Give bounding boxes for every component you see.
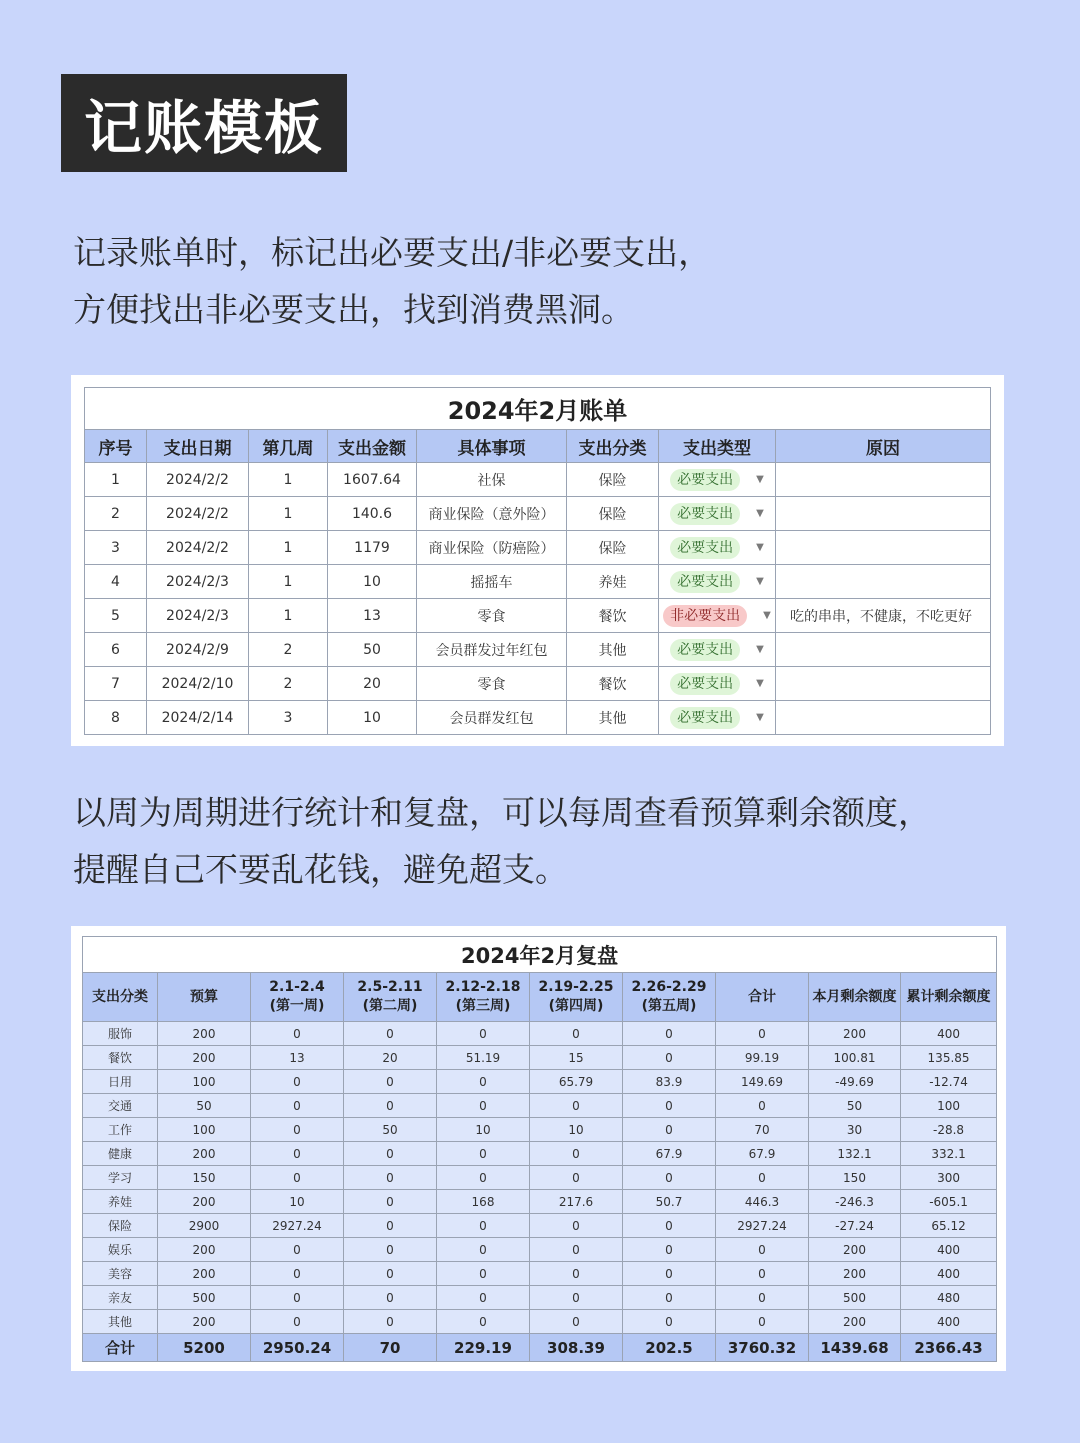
review-card bbox=[71, 926, 1006, 1371]
review-cell: 0 bbox=[716, 1094, 809, 1118]
bill-cell: 商业保险（防癌险） bbox=[417, 531, 567, 565]
bill-card bbox=[71, 375, 1004, 746]
review-cell: 50 bbox=[158, 1094, 251, 1118]
review-cell: 0 bbox=[344, 1262, 437, 1286]
review-row bbox=[83, 1286, 997, 1310]
bill-cell: 4 bbox=[85, 565, 147, 599]
review-cell: 0 bbox=[251, 1166, 344, 1190]
review-cell: 13 bbox=[251, 1046, 344, 1070]
review-cell: 83.9 bbox=[623, 1070, 716, 1094]
review-cell: 0 bbox=[251, 1286, 344, 1310]
review-cell: 0 bbox=[623, 1214, 716, 1238]
review-cell: 0 bbox=[623, 1094, 716, 1118]
bill-row bbox=[85, 531, 991, 565]
review-cell: 2927.24 bbox=[251, 1214, 344, 1238]
review-cell: 217.6 bbox=[530, 1190, 623, 1214]
review-cell: 0 bbox=[716, 1262, 809, 1286]
intro-paragraph-1 bbox=[73, 224, 711, 338]
review-column-header bbox=[83, 973, 158, 1022]
bill-row bbox=[85, 599, 991, 633]
dropdown-caret-icon[interactable]: ▼ bbox=[756, 678, 764, 689]
review-cell: 400 bbox=[901, 1310, 997, 1334]
bill-cell: 8 bbox=[85, 701, 147, 735]
review-row bbox=[83, 1070, 997, 1094]
review-total-row bbox=[83, 1334, 997, 1362]
review-cell: 0 bbox=[530, 1286, 623, 1310]
expense-type-select[interactable] bbox=[659, 497, 776, 531]
review-cell: 0 bbox=[530, 1310, 623, 1334]
bill-cell: 保险 bbox=[567, 497, 659, 531]
bill-cell: 2024/2/2 bbox=[147, 463, 249, 497]
intro-line: 方便找出非必要支出，找到消费黑洞。 bbox=[73, 290, 634, 329]
bill-cell: 零食 bbox=[417, 599, 567, 633]
expense-type-tag: 非必要支出 bbox=[663, 605, 747, 627]
review-cell: 65.12 bbox=[901, 1214, 997, 1238]
bill-cell: 1179 bbox=[328, 531, 417, 565]
bill-cell: 10 bbox=[328, 565, 417, 599]
review-cell: 400 bbox=[901, 1022, 997, 1046]
review-cell: 132.1 bbox=[809, 1142, 901, 1166]
bill-cell: 140.6 bbox=[328, 497, 417, 531]
intro-line: 以周为周期进行统计和复盘，可以每周查看预算剩余额度， bbox=[73, 793, 931, 832]
review-cell: 养娃 bbox=[83, 1190, 158, 1214]
review-column-header bbox=[901, 973, 997, 1022]
bill-cell: 6 bbox=[85, 633, 147, 667]
review-column-header bbox=[623, 973, 716, 1022]
review-cell: 0 bbox=[530, 1166, 623, 1190]
bill-cell: 10 bbox=[328, 701, 417, 735]
review-row bbox=[83, 1094, 997, 1118]
intro-paragraph-2 bbox=[73, 784, 931, 898]
bill-row bbox=[85, 633, 991, 667]
review-cell: 其他 bbox=[83, 1310, 158, 1334]
bill-cell: 其他 bbox=[567, 701, 659, 735]
intro-line: 记录账单时，标记出必要支出/非必要支出， bbox=[73, 233, 712, 272]
review-cell: 0 bbox=[623, 1118, 716, 1142]
review-cell: -49.69 bbox=[809, 1070, 901, 1094]
total-cell: 70 bbox=[344, 1334, 437, 1362]
bill-cell: 保险 bbox=[567, 463, 659, 497]
review-cell: 0 bbox=[251, 1310, 344, 1334]
bill-column-header: 具体事项 bbox=[417, 430, 567, 463]
review-cell: 0 bbox=[623, 1238, 716, 1262]
review-cell: 10 bbox=[437, 1118, 530, 1142]
bill-cell bbox=[776, 667, 991, 701]
bill-cell: 5 bbox=[85, 599, 147, 633]
review-cell: 0 bbox=[251, 1118, 344, 1142]
review-cell: 70 bbox=[716, 1118, 809, 1142]
review-cell: 0 bbox=[437, 1094, 530, 1118]
bill-cell: 其他 bbox=[567, 633, 659, 667]
bill-cell: 7 bbox=[85, 667, 147, 701]
review-column-header bbox=[809, 973, 901, 1022]
bill-column-header: 支出类型 bbox=[659, 430, 776, 463]
bill-cell bbox=[776, 633, 991, 667]
total-cell: 5200 bbox=[158, 1334, 251, 1362]
dropdown-caret-icon[interactable]: ▼ bbox=[756, 474, 764, 485]
review-cell: 0 bbox=[251, 1094, 344, 1118]
bill-cell: 1 bbox=[249, 565, 328, 599]
bill-column-header: 序号 bbox=[85, 430, 147, 463]
review-cell: 学习 bbox=[83, 1166, 158, 1190]
review-title: 2024年2月复盘 bbox=[83, 937, 997, 973]
review-cell: 保险 bbox=[83, 1214, 158, 1238]
bill-cell: 1 bbox=[249, 599, 328, 633]
review-cell: 0 bbox=[251, 1142, 344, 1166]
bill-cell: 1 bbox=[85, 463, 147, 497]
review-cell: 娱乐 bbox=[83, 1238, 158, 1262]
review-cell: 0 bbox=[437, 1022, 530, 1046]
bill-cell: 吃的串串，不健康，不吃更好 bbox=[776, 599, 991, 633]
review-cell: 0 bbox=[623, 1286, 716, 1310]
review-cell: 2927.24 bbox=[716, 1214, 809, 1238]
review-cell: 0 bbox=[623, 1262, 716, 1286]
review-cell: 50 bbox=[809, 1094, 901, 1118]
review-cell: -12.74 bbox=[901, 1070, 997, 1094]
review-cell: 工作 bbox=[83, 1118, 158, 1142]
review-cell: -605.1 bbox=[901, 1190, 997, 1214]
total-cell: 3760.32 bbox=[716, 1334, 809, 1362]
dropdown-caret-icon[interactable]: ▼ bbox=[763, 610, 771, 621]
review-cell: 0 bbox=[623, 1166, 716, 1190]
bill-cell: 50 bbox=[328, 633, 417, 667]
review-cell: 0 bbox=[437, 1142, 530, 1166]
bill-cell: 会员群发过年红包 bbox=[417, 633, 567, 667]
review-row bbox=[83, 1046, 997, 1070]
bill-cell: 2024/2/3 bbox=[147, 565, 249, 599]
dropdown-caret-icon[interactable]: ▼ bbox=[756, 712, 764, 723]
header-line: (第四周) bbox=[548, 998, 604, 1014]
review-cell: 30 bbox=[809, 1118, 901, 1142]
header-line: 累计剩余额度 bbox=[906, 988, 991, 1005]
total-cell: 229.19 bbox=[437, 1334, 530, 1362]
review-cell: 0 bbox=[530, 1142, 623, 1166]
review-cell: 亲友 bbox=[83, 1286, 158, 1310]
header-line: (第一周) bbox=[269, 998, 325, 1014]
expense-type-tag: 必要支出 bbox=[670, 707, 740, 729]
review-cell: -28.8 bbox=[901, 1118, 997, 1142]
review-cell: 0 bbox=[344, 1166, 437, 1190]
bill-row bbox=[85, 701, 991, 735]
review-cell: 0 bbox=[437, 1310, 530, 1334]
bill-cell: 零食 bbox=[417, 667, 567, 701]
bill-column-header: 支出日期 bbox=[147, 430, 249, 463]
bill-cell: 餐饮 bbox=[567, 667, 659, 701]
review-cell: 67.9 bbox=[623, 1142, 716, 1166]
review-cell: 10 bbox=[530, 1118, 623, 1142]
header-line: (第三周) bbox=[455, 998, 511, 1014]
review-cell: 0 bbox=[530, 1262, 623, 1286]
header-line: (第二周) bbox=[362, 998, 418, 1014]
bill-cell bbox=[776, 497, 991, 531]
bill-cell bbox=[776, 565, 991, 599]
review-column-header bbox=[530, 973, 623, 1022]
review-cell: 446.3 bbox=[716, 1190, 809, 1214]
review-cell: 149.69 bbox=[716, 1070, 809, 1094]
bill-column-header: 支出分类 bbox=[567, 430, 659, 463]
bill-cell: 1 bbox=[249, 497, 328, 531]
review-cell: 0 bbox=[623, 1310, 716, 1334]
bill-cell: 1607.64 bbox=[328, 463, 417, 497]
review-cell: 99.19 bbox=[716, 1046, 809, 1070]
review-cell: 0 bbox=[344, 1094, 437, 1118]
review-cell: 0 bbox=[437, 1286, 530, 1310]
review-cell: 0 bbox=[344, 1142, 437, 1166]
review-row bbox=[83, 1214, 997, 1238]
review-cell: 健康 bbox=[83, 1142, 158, 1166]
bill-cell: 保险 bbox=[567, 531, 659, 565]
total-cell: 1439.68 bbox=[809, 1334, 901, 1362]
review-cell: 100.81 bbox=[809, 1046, 901, 1070]
review-cell: 200 bbox=[158, 1190, 251, 1214]
review-cell: 20 bbox=[344, 1046, 437, 1070]
review-cell: 100 bbox=[158, 1118, 251, 1142]
expense-type-select[interactable] bbox=[659, 565, 776, 599]
bill-cell: 社保 bbox=[417, 463, 567, 497]
bill-column-header: 第几周 bbox=[249, 430, 328, 463]
review-column-header bbox=[437, 973, 530, 1022]
review-column-header bbox=[344, 973, 437, 1022]
review-cell: 0 bbox=[530, 1094, 623, 1118]
expense-type-select[interactable] bbox=[659, 463, 776, 497]
review-cell: 2900 bbox=[158, 1214, 251, 1238]
header-line: 2.26-2.29 bbox=[631, 979, 707, 995]
review-cell: 480 bbox=[901, 1286, 997, 1310]
review-cell: 0 bbox=[251, 1238, 344, 1262]
header-line: 2.5-2.11 bbox=[357, 979, 423, 995]
review-row bbox=[83, 1310, 997, 1334]
total-cell: 2950.24 bbox=[251, 1334, 344, 1362]
review-cell: 0 bbox=[344, 1214, 437, 1238]
review-cell: 67.9 bbox=[716, 1142, 809, 1166]
review-cell: 0 bbox=[437, 1166, 530, 1190]
bill-cell: 2024/2/9 bbox=[147, 633, 249, 667]
bill-column-header: 支出金额 bbox=[328, 430, 417, 463]
review-cell: 50.7 bbox=[623, 1190, 716, 1214]
header-line: 预算 bbox=[190, 988, 218, 1005]
review-cell: 0 bbox=[344, 1310, 437, 1334]
bill-cell: 2024/2/2 bbox=[147, 531, 249, 565]
dropdown-caret-icon[interactable]: ▼ bbox=[756, 542, 764, 553]
bill-row bbox=[85, 497, 991, 531]
review-cell: 0 bbox=[716, 1238, 809, 1262]
bill-cell: 2 bbox=[85, 497, 147, 531]
expense-type-select[interactable] bbox=[659, 701, 776, 735]
header-line: 2.12-2.18 bbox=[445, 979, 521, 995]
review-cell: 服饰 bbox=[83, 1022, 158, 1046]
review-cell: 美容 bbox=[83, 1262, 158, 1286]
bill-cell: 1 bbox=[249, 463, 328, 497]
review-cell: 332.1 bbox=[901, 1142, 997, 1166]
review-cell: 135.85 bbox=[901, 1046, 997, 1070]
bill-cell: 2024/2/3 bbox=[147, 599, 249, 633]
bill-cell: 会员群发红包 bbox=[417, 701, 567, 735]
header-line: 2.19-2.25 bbox=[538, 979, 614, 995]
review-cell: 300 bbox=[901, 1166, 997, 1190]
review-cell: 0 bbox=[530, 1022, 623, 1046]
review-cell: 餐饮 bbox=[83, 1046, 158, 1070]
review-cell: 200 bbox=[158, 1238, 251, 1262]
review-cell: 0 bbox=[716, 1022, 809, 1046]
review-cell: 100 bbox=[901, 1094, 997, 1118]
review-cell: 200 bbox=[158, 1022, 251, 1046]
review-cell: 400 bbox=[901, 1262, 997, 1286]
bill-cell: 2024/2/2 bbox=[147, 497, 249, 531]
review-column-header bbox=[251, 973, 344, 1022]
bill-row bbox=[85, 667, 991, 701]
dropdown-caret-icon[interactable]: ▼ bbox=[756, 644, 764, 655]
review-cell: 51.19 bbox=[437, 1046, 530, 1070]
total-cell: 202.5 bbox=[623, 1334, 716, 1362]
review-cell: 0 bbox=[437, 1238, 530, 1262]
review-cell: 15 bbox=[530, 1046, 623, 1070]
expense-type-tag: 必要支出 bbox=[670, 571, 740, 593]
bill-cell: 1 bbox=[249, 531, 328, 565]
review-cell: 0 bbox=[437, 1070, 530, 1094]
bill-title: 2024年2月账单 bbox=[85, 388, 991, 430]
expense-type-tag: 必要支出 bbox=[670, 537, 740, 559]
review-cell: -27.24 bbox=[809, 1214, 901, 1238]
bill-cell: 2 bbox=[249, 667, 328, 701]
expense-type-tag: 必要支出 bbox=[670, 503, 740, 525]
bill-cell bbox=[776, 701, 991, 735]
review-cell: 0 bbox=[344, 1022, 437, 1046]
review-cell: 日用 bbox=[83, 1070, 158, 1094]
review-cell: 0 bbox=[344, 1238, 437, 1262]
dropdown-caret-icon[interactable]: ▼ bbox=[756, 576, 764, 587]
header-line: 合计 bbox=[748, 988, 776, 1005]
review-cell: 0 bbox=[437, 1214, 530, 1238]
bill-cell: 商业保险（意外险） bbox=[417, 497, 567, 531]
bill-table bbox=[84, 387, 991, 735]
expense-type-select[interactable] bbox=[659, 667, 776, 701]
review-cell: 500 bbox=[158, 1286, 251, 1310]
review-cell: 0 bbox=[344, 1286, 437, 1310]
review-cell: 168 bbox=[437, 1190, 530, 1214]
review-cell: 0 bbox=[251, 1070, 344, 1094]
bill-cell: 3 bbox=[85, 531, 147, 565]
review-cell: 0 bbox=[623, 1022, 716, 1046]
review-cell: 交通 bbox=[83, 1094, 158, 1118]
review-row bbox=[83, 1238, 997, 1262]
review-cell: 200 bbox=[809, 1262, 901, 1286]
review-cell: 0 bbox=[344, 1190, 437, 1214]
review-column-header bbox=[716, 973, 809, 1022]
review-table bbox=[82, 936, 997, 1362]
page-title: 记账模板 bbox=[61, 74, 347, 172]
bill-cell: 20 bbox=[328, 667, 417, 701]
review-cell: 400 bbox=[901, 1238, 997, 1262]
header-line: (第五周) bbox=[641, 998, 697, 1014]
review-cell: 500 bbox=[809, 1286, 901, 1310]
bill-cell: 养娃 bbox=[567, 565, 659, 599]
bill-cell bbox=[776, 463, 991, 497]
bill-column-header: 原因 bbox=[776, 430, 991, 463]
bill-cell: 2024/2/14 bbox=[147, 701, 249, 735]
expense-type-tag: 必要支出 bbox=[670, 639, 740, 661]
header-line: 支出分类 bbox=[92, 988, 148, 1005]
bill-cell: 餐饮 bbox=[567, 599, 659, 633]
review-row bbox=[83, 1118, 997, 1142]
bill-cell: 2024/2/10 bbox=[147, 667, 249, 701]
review-row bbox=[83, 1166, 997, 1190]
review-cell: 0 bbox=[716, 1286, 809, 1310]
review-cell: 0 bbox=[716, 1310, 809, 1334]
review-cell: 150 bbox=[809, 1166, 901, 1190]
review-cell: 100 bbox=[158, 1070, 251, 1094]
bill-cell bbox=[776, 531, 991, 565]
expense-type-tag: 必要支出 bbox=[670, 469, 740, 491]
review-cell: 65.79 bbox=[530, 1070, 623, 1094]
review-cell: 0 bbox=[716, 1166, 809, 1190]
review-cell: 200 bbox=[158, 1142, 251, 1166]
bill-row bbox=[85, 463, 991, 497]
review-cell: 0 bbox=[251, 1022, 344, 1046]
review-cell: 0 bbox=[251, 1262, 344, 1286]
expense-type-select[interactable] bbox=[659, 599, 776, 633]
review-cell: 200 bbox=[809, 1238, 901, 1262]
review-cell: 150 bbox=[158, 1166, 251, 1190]
review-cell: 0 bbox=[623, 1046, 716, 1070]
expense-type-tag: 必要支出 bbox=[670, 673, 740, 695]
intro-line: 提醒自己不要乱花钱，避免超支。 bbox=[73, 850, 568, 889]
total-cell: 2366.43 bbox=[901, 1334, 997, 1362]
review-cell: 200 bbox=[809, 1310, 901, 1334]
bill-cell: 摇摇车 bbox=[417, 565, 567, 599]
review-cell: 50 bbox=[344, 1118, 437, 1142]
review-cell: 200 bbox=[809, 1022, 901, 1046]
review-cell: 10 bbox=[251, 1190, 344, 1214]
dropdown-caret-icon[interactable]: ▼ bbox=[756, 508, 764, 519]
review-cell: 0 bbox=[344, 1070, 437, 1094]
review-row bbox=[83, 1022, 997, 1046]
review-cell: 200 bbox=[158, 1262, 251, 1286]
review-cell: -246.3 bbox=[809, 1190, 901, 1214]
review-cell: 0 bbox=[530, 1214, 623, 1238]
review-cell: 0 bbox=[530, 1238, 623, 1262]
review-cell: 0 bbox=[437, 1262, 530, 1286]
header-line: 本月剩余额度 bbox=[812, 988, 897, 1005]
bill-row bbox=[85, 565, 991, 599]
review-row bbox=[83, 1190, 997, 1214]
bill-cell: 13 bbox=[328, 599, 417, 633]
total-cell: 308.39 bbox=[530, 1334, 623, 1362]
review-row bbox=[83, 1142, 997, 1166]
total-cell: 合计 bbox=[83, 1334, 158, 1362]
review-cell: 200 bbox=[158, 1046, 251, 1070]
header-line: 2.1-2.4 bbox=[269, 979, 325, 995]
bill-cell: 2 bbox=[249, 633, 328, 667]
review-column-header bbox=[158, 973, 251, 1022]
expense-type-select[interactable] bbox=[659, 531, 776, 565]
expense-type-select[interactable] bbox=[659, 633, 776, 667]
review-cell: 200 bbox=[158, 1310, 251, 1334]
bill-cell: 3 bbox=[249, 701, 328, 735]
review-row bbox=[83, 1262, 997, 1286]
